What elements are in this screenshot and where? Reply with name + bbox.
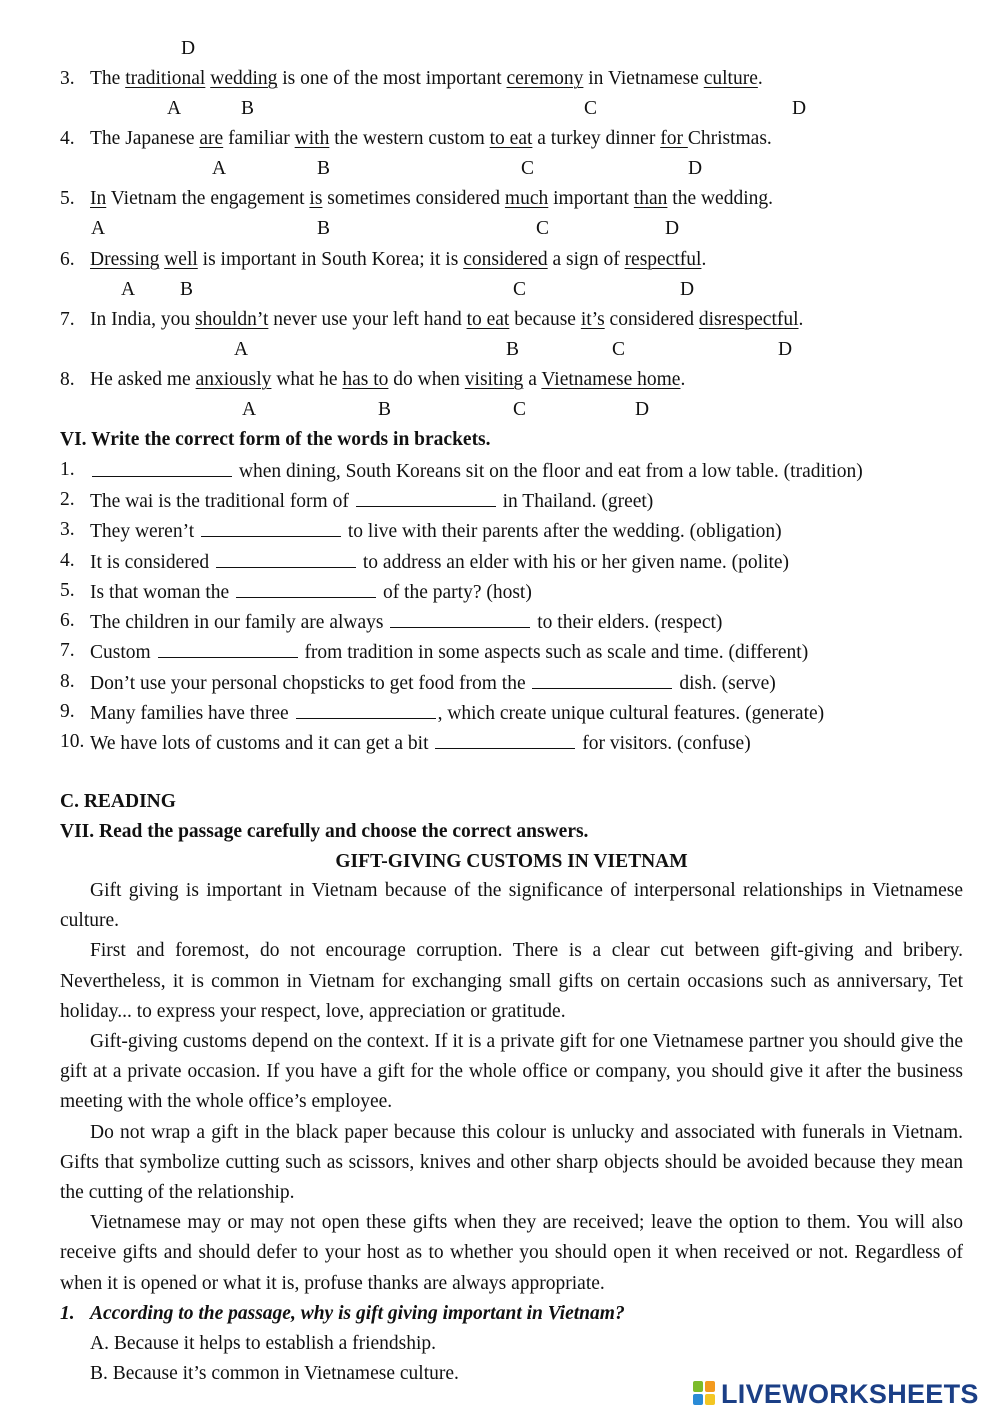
liveworksheets-watermark	[693, 1378, 979, 1410]
question-number: 8.	[60, 369, 75, 390]
sentence-text: It is considered	[90, 552, 215, 573]
error-sentence	[90, 127, 772, 151]
sentence-text: do when	[388, 369, 465, 390]
sentence-text: The Japanese	[90, 128, 200, 149]
liveworksheets-logo-icon	[693, 1381, 717, 1407]
underlined-option[interactable]: Vietnamese home	[541, 369, 681, 390]
sentence-text: a turkey dinner	[532, 128, 661, 149]
answer-blank[interactable]	[390, 609, 530, 628]
question-number: 5.	[60, 580, 75, 601]
answer-label: C	[513, 279, 527, 300]
reading-section-title: C. READING	[60, 791, 176, 812]
answer-option-a[interactable]: A. Because it helps to establish a friendship.	[90, 1333, 437, 1354]
question-number: 1.	[60, 459, 75, 480]
underlined-option[interactable]: visiting	[464, 369, 524, 390]
answer-label: C	[612, 339, 626, 360]
sentence-text: what he	[271, 369, 343, 390]
sentence-text: Christmas.	[687, 128, 772, 149]
sentence-text: Many families have three	[90, 703, 294, 724]
answer-label: B	[378, 399, 392, 420]
answer-label: C	[513, 399, 527, 420]
sentence-text: The wai is the traditional form of	[90, 491, 354, 512]
answer-label: B	[241, 98, 255, 119]
reading-passage	[60, 876, 963, 1299]
underlined-option[interactable]: wedding	[210, 68, 278, 89]
underlined-option[interactable]: to eat	[489, 128, 533, 149]
underlined-option[interactable]: is	[309, 188, 323, 209]
answer-label: C	[536, 218, 550, 239]
question-text: According to the passage, why is gift giving important in Vietnam?	[90, 1303, 625, 1324]
sentence-text: the western custom	[329, 128, 490, 149]
question-number: 2.	[60, 489, 75, 510]
answer-label: D	[778, 339, 793, 360]
question-number: 4.	[60, 550, 75, 571]
word-form-sentence	[90, 488, 653, 514]
sentence-text: in Vietnamese	[583, 68, 704, 89]
answer-blank[interactable]	[356, 488, 496, 507]
sentence-text: important	[548, 188, 634, 209]
question-number: 5.	[60, 188, 75, 209]
answer-label: B	[317, 158, 331, 179]
answer-option-b[interactable]: B. Because it’s common in Vietnamese culture.	[90, 1363, 459, 1384]
sentence-text: .	[798, 309, 804, 330]
error-sentence	[90, 308, 803, 332]
word-form-sentence	[90, 518, 782, 544]
answer-label: B	[506, 339, 520, 360]
answer-label: A	[212, 158, 227, 179]
sentence-text: sometimes considered	[322, 188, 505, 209]
sentence-text: is important in South Korea; it is	[197, 249, 464, 270]
question-number: 3.	[60, 68, 75, 89]
sentence-text: the wedding.	[667, 188, 774, 209]
answer-blank[interactable]	[158, 639, 298, 658]
error-sentence	[90, 187, 773, 211]
answer-label: A	[234, 339, 249, 360]
answer-blank[interactable]	[435, 730, 575, 749]
sentence-text: He asked me	[90, 369, 196, 390]
underlined-option[interactable]: to eat	[466, 309, 510, 330]
underlined-option[interactable]: it’s	[580, 309, 605, 330]
answer-label: D	[665, 218, 680, 239]
sentence-text: to live with their parents after the wedding. (obligation)	[343, 521, 782, 542]
answer-blank[interactable]	[201, 518, 341, 537]
word-form-sentence	[90, 639, 808, 665]
answer-blank[interactable]	[236, 579, 376, 598]
underlined-option[interactable]: considered	[463, 249, 548, 270]
word-form-sentence	[90, 549, 789, 575]
underlined-option[interactable]: has to	[342, 369, 389, 390]
error-sentence	[90, 248, 706, 272]
sentence-text: a sign of	[547, 249, 625, 270]
sentence-text: Don’t use your personal chopsticks to get food from the	[90, 673, 531, 694]
sentence-text: considered	[604, 309, 699, 330]
word-form-sentence	[90, 700, 824, 726]
sentence-text: Custom	[90, 642, 156, 663]
underlined-option[interactable]: disrespectful	[698, 309, 799, 330]
word-form-sentence	[90, 609, 722, 635]
sentence-text: to their elders. (respect)	[532, 612, 723, 633]
underlined-option[interactable]: respectful	[624, 249, 702, 270]
passage-title: GIFT-GIVING CUSTOMS IN VIETNAM	[335, 851, 688, 872]
watermark-text: LIVEWORKSHEETS	[721, 1378, 979, 1409]
word-form-sentence	[90, 730, 751, 756]
answer-label: A	[242, 399, 257, 420]
answer-label: A	[167, 98, 182, 119]
answer-label: D	[792, 98, 807, 119]
question-number: 10.	[60, 731, 85, 752]
question-number: 7.	[60, 640, 75, 661]
sentence-text: of the party? (host)	[378, 582, 532, 603]
underlined-option[interactable]: anxiously	[195, 369, 272, 390]
sentence-text: .	[757, 68, 763, 89]
answer-label: D	[635, 399, 650, 420]
answer-label: D	[680, 279, 695, 300]
question-number: 4.	[60, 128, 75, 149]
sentence-text: They weren’t	[90, 521, 200, 542]
question-number: 6.	[60, 249, 75, 270]
sentence-text: to address an elder with his or her given name. (polite)	[358, 552, 790, 573]
sentence-text: when dining, South Koreans sit on the floor and eat from a low table. (tradition)	[234, 461, 863, 482]
answer-label: A	[121, 279, 136, 300]
underlined-option[interactable]: well	[164, 249, 198, 270]
word-form-sentence	[90, 458, 863, 484]
underlined-option[interactable]: Dressing	[90, 249, 160, 270]
sentence-text: In India, you	[90, 309, 196, 330]
sentence-text: for visitors. (confuse)	[577, 733, 751, 754]
answer-blank[interactable]	[92, 458, 232, 477]
sentence-text: .	[701, 249, 707, 270]
error-sentence	[90, 67, 763, 91]
underlined-option[interactable]: much	[504, 188, 549, 209]
passage-paragraph: Vietnamese may or may not open these gifts when they are received; leave the option to them. You will also receive gifts and should defer to your host as to whether you should open it when received or not. Regardless of when it is opened or what it is, profuse thanks are always appropriate.	[60, 1212, 963, 1294]
section-vi-heading: VI. Write the correct form of the words in brackets.	[60, 429, 491, 450]
underlined-option[interactable]: traditional	[125, 68, 206, 89]
underlined-option[interactable]: culture	[703, 68, 758, 89]
underlined-option[interactable]: for	[660, 128, 688, 149]
sentence-text: is one of the most important	[277, 68, 507, 89]
answer-blank[interactable]	[216, 549, 356, 568]
passage-paragraph: First and foremost, do not encourage corruption. There is a clear cut between gift-giving and bribery. Nevertheless, it is common in Vietnam for exchanging small gifts on certain occasions such as anniversary, Tet holiday... to express your respect, love, appreciation or gratitude.	[60, 940, 963, 1022]
underlined-option[interactable]: are	[199, 128, 224, 149]
word-form-sentence	[90, 670, 776, 696]
passage-paragraph: Do not wrap a gift in the black paper because this colour is unlucky and associated with funerals in Vietnam. Gifts that symbolize cutting such as scissors, knives and other sharp objects should be avoided because they mean the cutting of the relationship.	[60, 1121, 963, 1204]
error-sentence	[90, 368, 685, 392]
answer-label: B	[317, 218, 331, 239]
answer-blank[interactable]	[296, 700, 436, 719]
passage-paragraph: Gift giving is important in Vietnam because of the significance of interpersonal relationships in Vietnamese culture.	[60, 880, 963, 932]
underlined-option[interactable]: In	[90, 188, 107, 209]
question-number: 8.	[60, 671, 75, 692]
answer-label: A	[91, 218, 106, 239]
answer-label: D	[181, 38, 196, 59]
question-number: 6.	[60, 610, 75, 631]
underlined-option[interactable]: with	[294, 128, 330, 149]
underlined-option[interactable]: ceremony	[506, 68, 584, 89]
sentence-text: dish. (serve)	[674, 673, 776, 694]
sentence-text: in Thailand. (greet)	[497, 491, 654, 512]
sentence-text: familiar	[223, 128, 295, 149]
question-number: 9.	[60, 701, 75, 722]
underlined-option[interactable]: shouldn’t	[195, 309, 269, 330]
word-form-sentence	[90, 579, 532, 605]
answer-blank[interactable]	[532, 670, 672, 689]
sentence-text: The	[90, 68, 126, 89]
underlined-option[interactable]: than	[633, 188, 668, 209]
question-number: 1.	[60, 1303, 75, 1324]
section-vii-heading: VII. Read the passage carefully and choose the correct answers.	[60, 821, 589, 842]
answer-label: D	[688, 158, 703, 179]
sentence-text: because	[509, 309, 581, 330]
question-number: 7.	[60, 309, 75, 330]
sentence-text: We have lots of customs and it can get a bit	[90, 733, 434, 754]
sentence-text: , which create unique cultural features. (generate)	[437, 703, 825, 724]
answer-label: B	[180, 279, 194, 300]
sentence-text: The children in our family are always	[90, 612, 389, 633]
sentence-text: .	[680, 369, 686, 390]
sentence-text: never use your left hand	[268, 309, 467, 330]
sentence-text: a	[523, 369, 542, 390]
sentence-text: Vietnam the engagement	[106, 188, 310, 209]
question-number: 3.	[60, 519, 75, 540]
answer-label: C	[521, 158, 535, 179]
sentence-text: Is that woman the	[90, 582, 235, 603]
passage-paragraph: Gift-giving customs depend on the context. If it is a private gift for one Vietnamese partner you should give the gift at a private occasion. If you have a gift for the whole office or company, you should give it after the business meeting with the whole office’s employee.	[60, 1031, 963, 1113]
sentence-text: from tradition in some aspects such as scale and time. (different)	[299, 642, 809, 663]
answer-label: C	[584, 98, 598, 119]
